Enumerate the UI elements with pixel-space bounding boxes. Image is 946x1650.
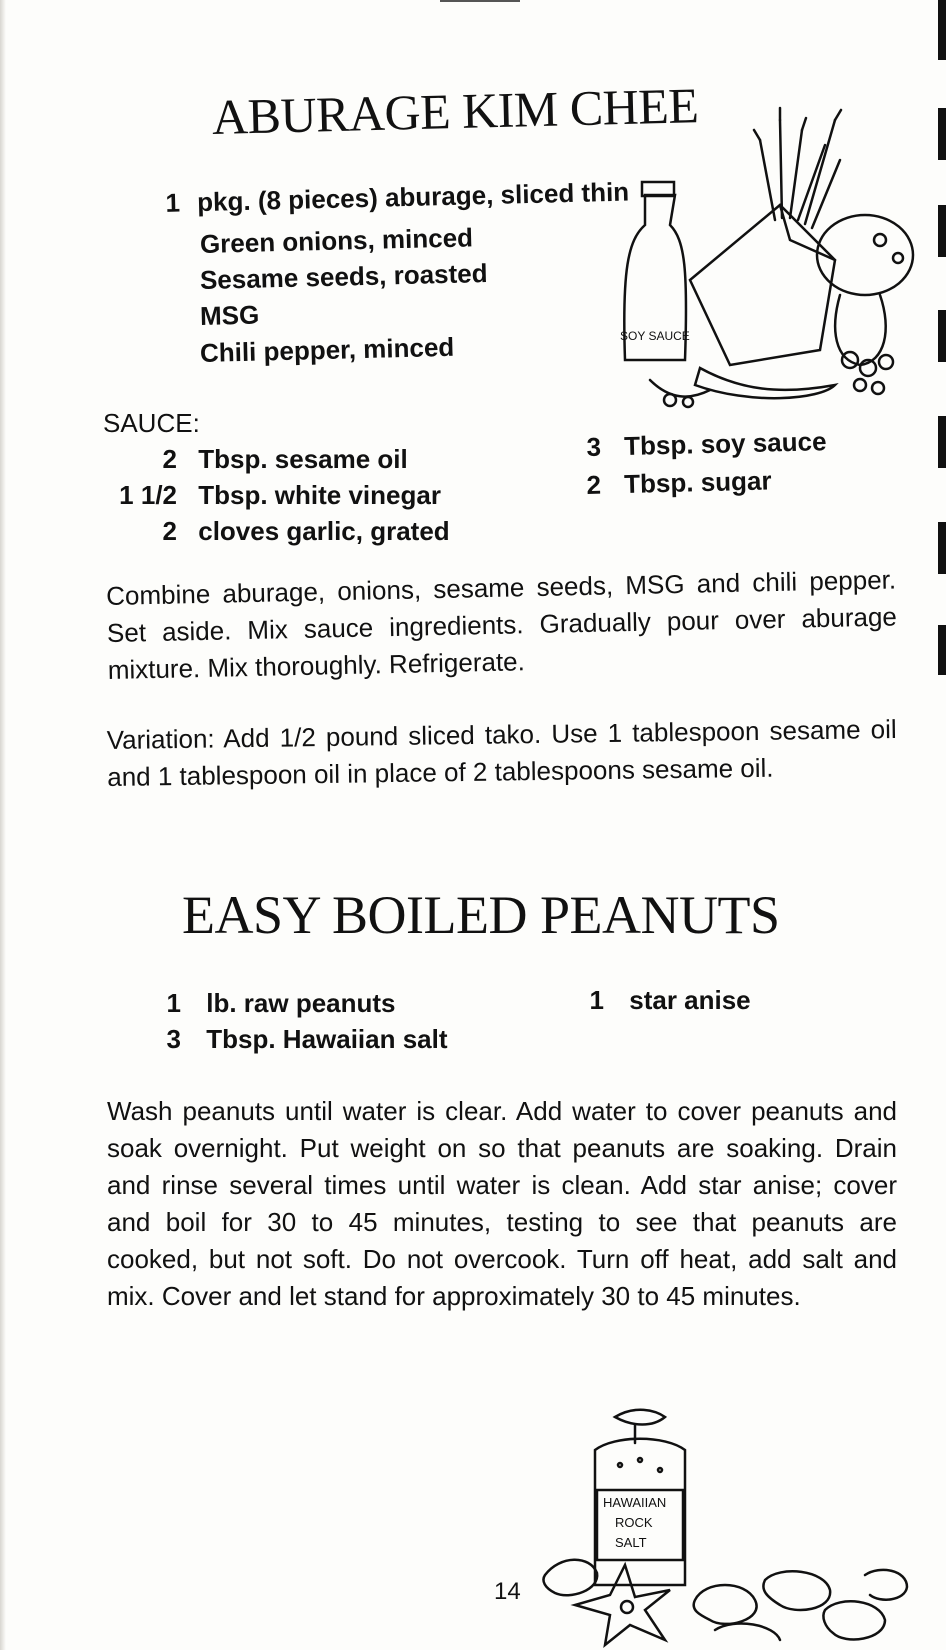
- binding-mark: [938, 310, 946, 362]
- directions-peanuts: Wash peanuts until water is clear. Add water to cover peanuts and soak overnight. Put weight on so that peanuts are soaking. Drain and rinse several times until water is clean. Add star anise; cover and boil for 30 to 45 minutes, testing to see that peanuts are cooked, but not soft. Do not overcook. Turn off heat, add salt and mix. Cover and let stand for approximately 30 to 45 minutes.: [107, 1096, 897, 1311]
- ingredient-line: Chili pepper, minced: [199, 331, 455, 368]
- binding-mark: [938, 416, 946, 468]
- binding-mark: [938, 522, 946, 574]
- soy-sauce-vegetables-illustration: [620, 100, 930, 420]
- binding-mark: [938, 108, 946, 160]
- page-number: 14: [494, 1578, 521, 1605]
- recipe-title-aburage: ABURAGE KIM CHEE: [211, 77, 699, 145]
- ingredient-line: 1 star anise: [589, 985, 751, 1015]
- page-edge-shadow: [0, 0, 6, 1650]
- binding-mark: [938, 0, 946, 60]
- recipe-title-peanuts: EASY BOILED PEANUTS: [182, 885, 780, 945]
- ingredient-line: Sesame seeds, roasted: [199, 257, 488, 295]
- sauce-label: SAUCE:: [103, 408, 200, 438]
- salt-label-line: SALT: [615, 1535, 647, 1550]
- ingredient-line: Green onions, minced: [199, 222, 474, 259]
- ingredient-line: 1 pkg. (8 pieces) aburage, sliced thin: [165, 176, 630, 218]
- salt-label-line: HAWAIIAN: [603, 1495, 667, 1510]
- binding-mark: [938, 625, 946, 675]
- salt-label-line: ROCK: [615, 1515, 653, 1530]
- variation-aburage: Variation: Add 1/2 pound sliced tako. Use 1 tablespoon sesame oil and 1 tablespoon oil in place of 2 tablespoons sesame oil.: [106, 713, 897, 792]
- sauce-ingredient: 2 cloves garlic, grated: [162, 516, 450, 546]
- ingredient-line: 3 Tbsp. Hawaiian salt: [166, 1024, 448, 1054]
- directions-aburage: Combine aburage, onions, sesame seeds, MSG and chili pepper. Set aside. Mix sauce ingredients. Gradually pour over aburage mixture. Mix thoroughly. Refrigerate.: [105, 564, 898, 685]
- sauce-ingredient: 2 Tbsp. sesame oil: [162, 444, 408, 474]
- page-top-mark: [440, 0, 520, 2]
- ingredient-line: MSG: [199, 299, 260, 331]
- sauce-ingredient: 1 1/2 Tbsp. white vinegar: [119, 480, 441, 510]
- binding-mark: [938, 205, 946, 257]
- soy-label: SOY SAUCE: [620, 329, 690, 343]
- sauce-ingredient: 2 Tbsp. sugar: [586, 465, 772, 500]
- ingredient-line: 1 lb. raw peanuts: [166, 988, 396, 1018]
- hawaiian-rock-salt-illustration: [535, 1405, 915, 1650]
- sauce-ingredient: 3 Tbsp. soy sauce: [586, 426, 827, 462]
